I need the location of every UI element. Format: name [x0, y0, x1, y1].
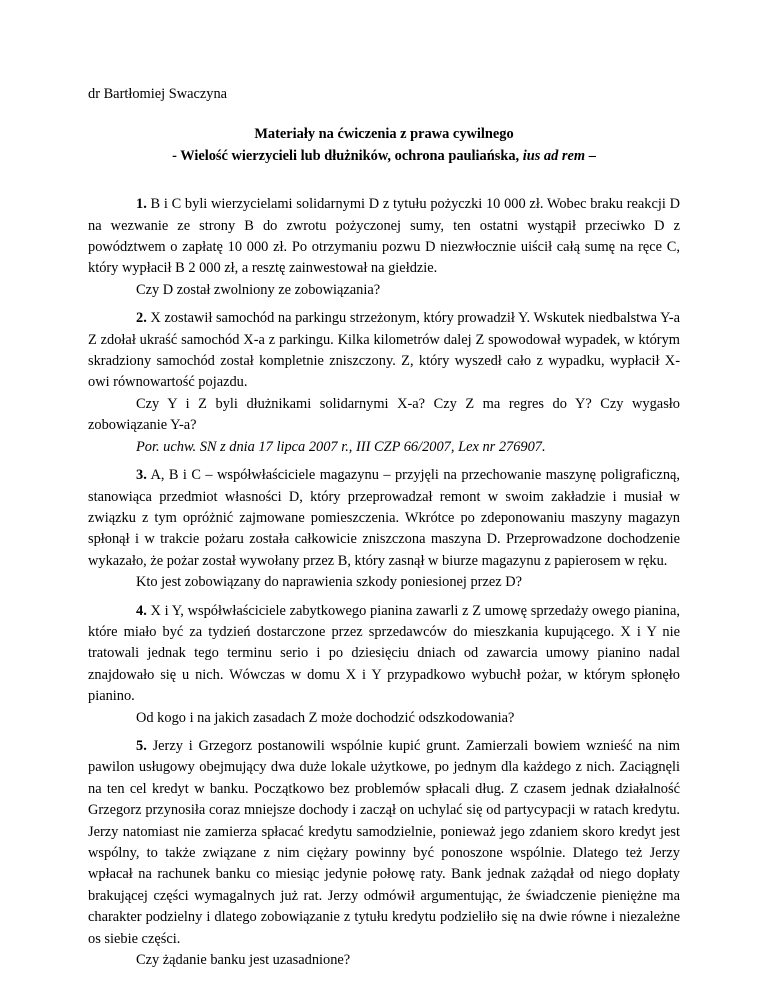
task-5 — [88, 736, 680, 971]
title-line-1: Materiały na ćwiczenia z prawa cywilnego — [254, 126, 514, 143]
task-1 — [88, 194, 680, 301]
task-3-body: A, B i C – współwłaściciele magazynu – przyjęli na przechowanie maszynę poligraficzną, stanowiąca przedmiot własności D, który przeprowadzał remont w swoim zakładzie i musiał w związku z tym opróżnić zajmowane pomieszczenia. Wkrótce po zdeponowaniu maszyny magazyn spłonął i w trakcie pożaru została całkowicie zniszczona maszyna D. Przeprowadzone dochodzenie wykazało, że pożar został wywołany przez B, który zasnął w biurze magazynu z papierosem w ręku. — [88, 467, 680, 569]
task-2-body: X zostawił samochód na parkingu strzeżonym, który prowadził Y. Wskutek niedbalstwa Y-a Z zdołał ukraść samochód X-a z parkingu. Kilka kilometrów dalej Z spowodował wypadek, w którym skradziony samochód został kompletnie zniszczony. Z, który wyszedł cało z wypadku, wypłacił X-owi równowartość pojazdu. — [88, 310, 680, 391]
title-line-2-italic: ius ad rem — [522, 147, 586, 164]
task-2-text — [88, 308, 680, 394]
task-4 — [88, 601, 680, 729]
task-1-text — [88, 194, 680, 280]
task-2-reference: Por. uchw. SN z dnia 17 lipca 2007 r., III CZP 66/2007, Lex nr 276907. — [136, 438, 546, 455]
task-2-number: 2. — [136, 310, 147, 327]
task-5-body: Jerzy i Grzegorz postanowili wspólnie kupić grunt. Zamierzali bowiem wznieść na nim pawilon usługowy obejmujący dwa duże lokale użytkowe, po jednym dla każdego z nich. Zaciągnęli na ten cel kredyt w banku. Początkowo bez problemów spłacali dług. Z czasem jednak działalność Grzegorz przynosiła coraz mniejsze dochody i zaczął on uchylać się od partycypacji w ratach kredytu. Jerzy natomiast nie zamierza spłacać kredytu samodzielnie, ponieważ jego zdaniem skoro kredyt jest wspólny, to także związane z nim ciężary powinny być ponoszone wspólnie. Dlatego też Jerzy wpłacał na rachunek banku co miesiąc jedynie połowę raty. Bank jednak zażądał od niego dopłaty brakującej części wymagalnych już rat. Jerzy odmówił argumentując, że świadczenie pieniężne ma charakter podzielny i dlatego zobowiązanie z tytułu kredytu podzieliło się na dwie równe i niezależne os siebie części. — [88, 737, 680, 947]
task-5-question: Czy żądanie banku jest uzasadnione? — [136, 952, 351, 969]
task-4-body: X i Y, współwłaściciele zabytkowego pianina zawarli z Z umowę sprzedaży owego pianina, które miało być za tydzień dostarczone przez sprzedawców do mieszkania kupującego. X i Y nie tratowali jednak tego terminu serio i po dziesięciu dniach od zawarcia umowy pianino nadal znajdowało się u nich. Wówczas w domu X i Y przypadkowo wybuchł pożar, w którym spłonęło pianino. — [88, 602, 680, 705]
task-2-question: Czy Y i Z byli dłużnikami solidarnymi X-a? Czy Z ma regres do Y? Czy wygasło zobowiązanie Y-a? — [88, 395, 680, 434]
task-1-body: B i C byli wierzycielami solidarnymi D z tytułu pożyczki 10 000 zł. Wobec braku reakcji D na wezwanie ze strony B do zwrotu pożyczonej sumy, ten ostatni wystąpił przeciwko D z powództwem o zapłatę 10 000 zł. Po otrzymaniu pozwu D niezwłocznie uiścił całą sumę na ręce C, który wypłacił B 2 000 zł, a resztę zainwestował na giełdzie. — [88, 196, 680, 277]
task-5-text — [88, 736, 680, 950]
task-2 — [88, 308, 680, 458]
title-line-2-prefix: - Wielość wierzycieli lub dłużników, ochrona pauliańska, — [172, 147, 523, 164]
task-3-question: Kto jest zobowiązany do naprawienia szkody poniesionej przez D? — [136, 574, 523, 591]
task-3 — [88, 465, 680, 593]
title-line-2-suffix: – — [585, 147, 596, 164]
author-line: dr Bartłomiej Swaczyna — [88, 86, 228, 102]
task-4-number: 4. — [136, 602, 147, 619]
document-title — [88, 124, 680, 167]
task-3-text — [88, 465, 680, 572]
task-3-number: 3. — [136, 467, 147, 484]
task-1-question: Czy D został zwolniony ze zobowiązania? — [136, 281, 381, 298]
title-line-2 — [88, 146, 680, 167]
task-1-number: 1. — [136, 196, 147, 213]
task-5-number: 5. — [136, 737, 147, 754]
task-4-question: Od kogo i na jakich zasadach Z może dochodzić odszkodowania? — [136, 709, 515, 726]
task-4-text — [88, 601, 680, 708]
